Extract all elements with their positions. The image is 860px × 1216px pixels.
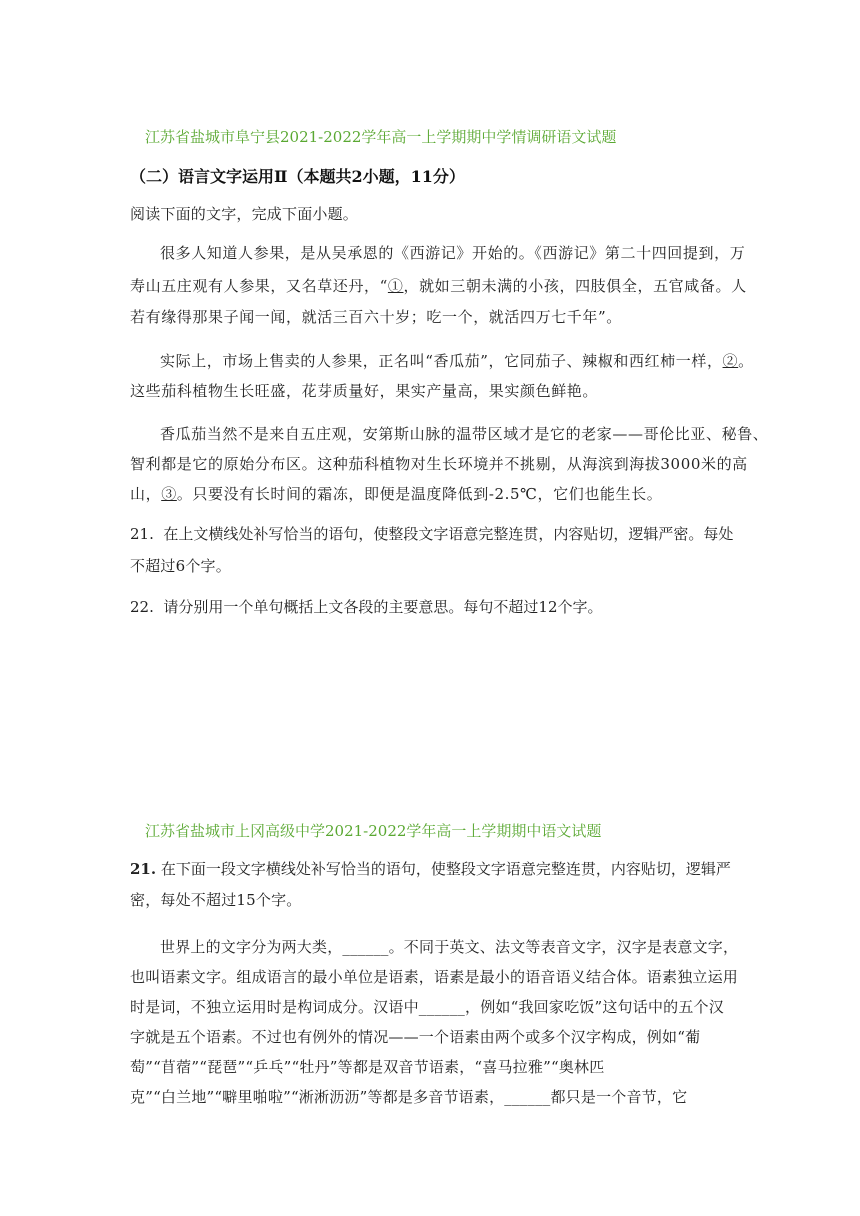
source-title-1: 江苏省盐城市阜宁县2021-2022学年高一上学期期中学情调研语文试题 xyxy=(145,128,617,146)
question-number: 22. xyxy=(130,598,154,616)
reading-instruction: 阅读下面的文字，完成下面小题。 xyxy=(130,205,359,223)
passage4-line: 字就是五个语素。不过也有例外的情况——一个语素由两个或多个汉字构成，例如“葡 xyxy=(130,1028,701,1046)
question-21b-line: 21. 在下面一段文字横线处补写恰当的语句，使整段文字语意完整连贯，内容贴切，逻辑严 xyxy=(130,860,731,878)
passage4-line: 萄”“苜蓿”“琵琶”“乒乓”“牡丹”等都是双音节语素，“喜马拉雅”“奥林匹 xyxy=(130,1058,605,1076)
question-21-line: 21. 在上文横线处补写恰当的语句，使整段文字语意完整连贯，内容贴切，逻辑严密。每处 xyxy=(130,525,734,543)
question-number: 21. xyxy=(130,525,154,543)
source-title-2: 江苏省盐城市上冈高级中学2021-2022学年高一上学期期中语文试题 xyxy=(145,822,602,840)
passage3-line: 智利都是它的原始分布区。这种茄科植物对生长环境并不挑剔，从海滨到海拔3000米的高 xyxy=(130,455,748,473)
passage3-line: 香瓜茄当然不是来自五庄观，安第斯山脉的温带区域才是它的老家——哥伦比亚、秘鲁、 xyxy=(160,425,769,443)
passage4-line: 世界上的文字分为两大类，______。不同于英文、法文等表音文字，汉字是表意文字， xyxy=(160,938,739,956)
passage2-line: 这些茄科植物生长旺盛，花芽质量好，果实产量高，果实颜色鲜艳。 xyxy=(130,382,599,400)
question-21b-line: 密，每处不超过15个字。 xyxy=(130,891,302,909)
question-number: 21. xyxy=(130,860,157,878)
passage1-line: 寿山五庄观有人参果，又名草还丹，“①，就如三朝未满的小孩，四肢俱全，五官咸备。人 xyxy=(130,277,747,295)
passage4-line: 也叫语素文字。组成语言的最小单位是语素，语素是最小的语音语义结合体。语素独立运用 xyxy=(130,968,739,986)
passage4-line: 时是词，不独立运用时是构词成分。汉语中______，例如“我回家吃饭”这句话中的五个汉 xyxy=(130,998,724,1016)
question-21-line: 不超过6个字。 xyxy=(130,557,231,575)
blank-2: ② xyxy=(722,352,739,370)
blank-3: ③ xyxy=(161,485,177,503)
passage1-line: 很多人知道人参果，是从吴承恩的《西游记》开始的。《西游记》第二十四回提到，万 xyxy=(160,244,746,262)
passage2-line: 实际上，市场上售卖的人参果，正名叫“香瓜茄”，它同茄子、辣椒和西红柿一样，②。 xyxy=(160,352,754,370)
blank-1: ① xyxy=(387,277,404,295)
passage4-line: 克”“白兰地”“噼里啪啦”“淅淅沥沥”等都是多音节语素，______都只是一个音节，它 xyxy=(130,1088,688,1106)
question-22: 22. 请分别用一个单句概括上文各段的主要意思。每句不超过12个字。 xyxy=(130,598,603,616)
passage3-line: 山，③。只要没有长时间的霜冻，即便是温度降低到-2.5℃，它们也能生长。 xyxy=(130,485,663,503)
passage1-line: 若有缘得那果子闻一闻，就活三百六十岁；吃一个，就活四万七千年”。 xyxy=(130,308,622,326)
section-heading: （二）语言文字运用Ⅱ（本题共2小题，11分） xyxy=(130,167,465,186)
